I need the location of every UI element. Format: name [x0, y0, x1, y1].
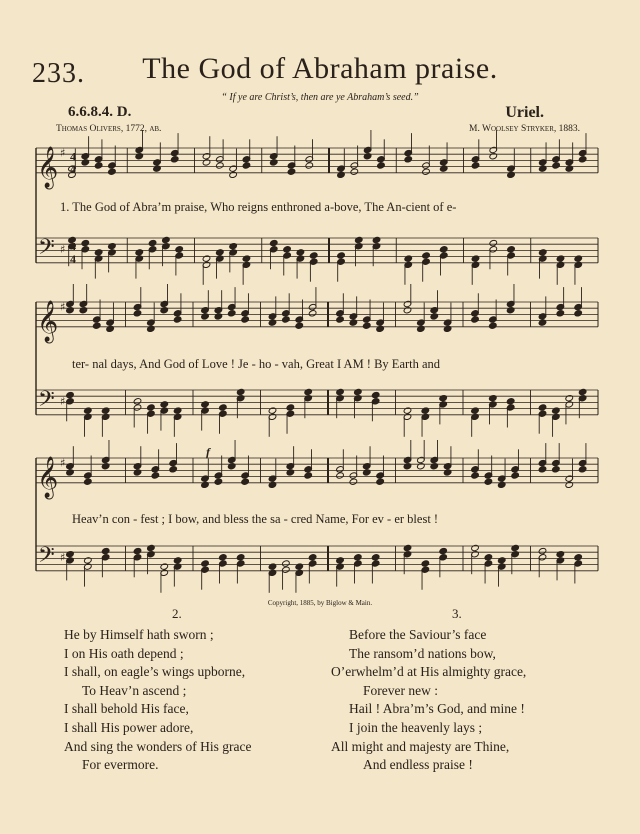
note-head — [484, 554, 493, 561]
treble-clef-icon: 𝄞 — [37, 300, 59, 342]
sharp-icon: ♯ — [60, 456, 66, 470]
author-credit: Thomas Olivers, 1772, ab. — [56, 124, 162, 134]
note-head — [241, 478, 250, 485]
note-head — [371, 554, 380, 561]
sharp-icon: ♯ — [60, 550, 66, 564]
note-head — [362, 322, 371, 329]
note-head — [578, 466, 587, 473]
note-head — [538, 165, 547, 172]
note-head — [81, 239, 90, 246]
copyright-notice: Copyright, 1885, by Biglow & Main. — [267, 599, 373, 607]
note-head — [538, 466, 547, 473]
note-head — [489, 322, 498, 329]
composer-credit: M. Woolsey Stryker, 1883. — [469, 124, 580, 134]
note-head — [173, 557, 182, 564]
note-head — [268, 563, 277, 570]
note-head — [507, 246, 516, 253]
note-head — [175, 246, 184, 253]
note-head — [565, 165, 574, 172]
note-head — [497, 557, 506, 564]
note-head — [439, 547, 448, 554]
note-head — [349, 478, 358, 485]
note-head — [376, 478, 385, 485]
note-head — [101, 547, 110, 554]
note-head — [403, 407, 412, 414]
note-head — [66, 307, 75, 314]
note-head — [471, 407, 480, 414]
note-head — [151, 472, 160, 479]
note-head — [552, 466, 561, 473]
note-head — [147, 544, 156, 551]
note-head — [160, 307, 169, 314]
note-head — [552, 162, 561, 169]
sharp-icon: ♯ — [60, 146, 66, 160]
note-head — [133, 398, 142, 405]
note-head — [578, 156, 587, 163]
stanza-line: I shall behold His face, — [64, 701, 189, 717]
hymn-number: 233. — [32, 58, 85, 89]
note-head — [337, 171, 346, 178]
note-head — [538, 319, 547, 326]
note-head — [556, 255, 565, 262]
note-head — [556, 310, 565, 317]
sharp-icon: ♯ — [60, 394, 66, 408]
note-head — [227, 310, 236, 317]
note-head — [236, 388, 245, 395]
note-head — [336, 388, 345, 395]
note-head — [106, 325, 115, 332]
note-head — [269, 239, 278, 246]
note-head — [147, 404, 156, 411]
note-head — [421, 407, 430, 414]
note-head — [578, 388, 587, 395]
note-head — [403, 307, 412, 314]
note-head — [169, 466, 178, 473]
stanza-line: For evermore. — [82, 757, 159, 773]
stanza-line: I on His oath depend ; — [64, 645, 184, 661]
note-head — [133, 310, 142, 317]
note-head — [214, 478, 223, 485]
note-head — [506, 307, 515, 314]
note-head — [66, 391, 75, 398]
note-head — [287, 168, 296, 175]
note-head — [471, 544, 480, 551]
note-head — [286, 469, 295, 476]
note-head — [443, 469, 452, 476]
note-head — [538, 547, 547, 554]
note-head — [304, 472, 313, 479]
note-head — [336, 316, 345, 323]
note-head — [336, 557, 345, 564]
stanza-line: He by Himself hath sworn ; — [64, 627, 214, 642]
note-head — [94, 162, 103, 169]
stanza-line: I shall His power adore, — [64, 719, 194, 735]
note-head — [309, 252, 318, 259]
note-head — [283, 246, 292, 253]
note-head — [349, 319, 358, 326]
note-head — [101, 463, 110, 470]
stanza-line: I shall, on eagle’s wings upborne, — [64, 664, 246, 680]
note-head — [108, 243, 117, 250]
stanza-line: O’erwhelm’d at His almighty grace, — [331, 664, 527, 680]
sharp-icon: ♯ — [60, 242, 66, 256]
note-head — [404, 156, 413, 163]
note-head — [202, 255, 211, 262]
note-head — [308, 554, 317, 561]
note-head — [471, 162, 480, 169]
note-head — [216, 162, 225, 169]
note-head — [354, 236, 363, 243]
note-head — [471, 255, 480, 262]
note-head — [236, 554, 245, 561]
note-head — [354, 388, 363, 395]
note-head — [227, 463, 236, 470]
note-head — [362, 469, 371, 476]
note-head — [94, 249, 103, 256]
note-head — [84, 557, 93, 564]
note-head — [538, 249, 547, 256]
note-head — [133, 547, 142, 554]
stanza-line: The ransom’d nations bow, — [349, 645, 496, 661]
stanza-number-3: 3. — [452, 606, 462, 621]
stanza-line: I join the heavenly lays ; — [349, 719, 483, 735]
note-head — [574, 310, 583, 317]
note-head — [148, 239, 157, 246]
note-head — [170, 156, 179, 163]
lyric-line-2: ter- nal days, And God of Love ! Je - ho - vah, Great I AM ! By Earth and — [72, 357, 441, 371]
note-head — [79, 307, 88, 314]
note-head — [377, 162, 386, 169]
note-head — [201, 560, 210, 567]
note-head — [565, 395, 574, 402]
stanza-line: Forever new : — [363, 682, 438, 698]
note-head — [295, 322, 304, 329]
note-head — [202, 159, 211, 166]
stanza-number-2: 2. — [172, 606, 182, 621]
note-head — [443, 325, 452, 332]
stanza-line: And sing the wonders of His grace — [64, 738, 252, 754]
stanza-line: All might and majesty are Thine, — [331, 738, 510, 754]
note-head — [565, 481, 574, 488]
note-head — [574, 554, 583, 561]
note-head — [268, 319, 277, 326]
sharp-icon: ♯ — [60, 300, 66, 314]
note-head — [92, 322, 101, 329]
note-head — [101, 407, 110, 414]
note-head — [354, 554, 363, 561]
note-head — [229, 243, 238, 250]
note-head — [556, 551, 565, 558]
note-head — [133, 469, 142, 476]
note-head — [201, 481, 210, 488]
note-head — [574, 255, 583, 262]
stanza-2 — [64, 626, 251, 775]
note-head — [471, 472, 480, 479]
note-head — [511, 472, 520, 479]
note-head — [268, 407, 277, 414]
note-head — [282, 560, 291, 567]
note-head — [135, 153, 144, 160]
bass-clef-icon: 𝄢 — [38, 234, 55, 265]
note-head — [403, 463, 412, 470]
stanza-line: Before the Saviour’s face — [349, 627, 487, 642]
note-head — [337, 252, 346, 259]
note-head — [372, 236, 381, 243]
note-head — [286, 404, 295, 411]
note-head — [66, 551, 75, 558]
note-head — [417, 463, 426, 470]
epigraph: “ If ye are Christ’s, then are ye Abraham’s seed.” — [221, 92, 419, 103]
hymn-title: The God of Abraham praise. — [142, 52, 498, 85]
note-head — [81, 159, 90, 166]
note-head — [66, 469, 75, 476]
note-head — [350, 168, 359, 175]
note-head — [214, 313, 223, 320]
note-head — [471, 316, 480, 323]
note-head — [489, 153, 498, 160]
note-head — [160, 563, 169, 570]
bass-clef-icon: 𝄢 — [38, 386, 55, 417]
tune-name: Uriel. — [505, 104, 544, 121]
time-signature-bottom: 4 — [70, 161, 76, 176]
note-head — [242, 255, 251, 262]
note-head — [282, 316, 291, 323]
note-head — [269, 159, 278, 166]
note-head — [507, 171, 516, 178]
bass-clef-icon: 𝄢 — [38, 542, 55, 573]
note-head — [336, 472, 345, 479]
note-head — [147, 325, 156, 332]
note-head — [422, 168, 431, 175]
note-head — [422, 252, 431, 259]
note-head — [376, 325, 385, 332]
note-head — [484, 478, 493, 485]
note-head — [363, 153, 372, 160]
note-head — [552, 407, 561, 414]
note-head — [430, 463, 439, 470]
note-head — [268, 481, 277, 488]
meter: 6.6.8.4. D. — [68, 104, 132, 120]
note-head — [201, 313, 210, 320]
note-head — [162, 236, 171, 243]
note-head — [173, 407, 182, 414]
time-signature-top: 4 — [70, 149, 76, 164]
note-head — [308, 310, 317, 317]
note-head — [295, 563, 304, 570]
note-head — [489, 239, 498, 246]
treble-clef-icon: 𝄞 — [37, 456, 59, 498]
note-head — [160, 401, 169, 408]
time-signature-bottom: 4 — [70, 251, 76, 266]
note-head — [84, 407, 93, 414]
note-head — [403, 544, 412, 551]
dynamic-mark: f — [206, 445, 210, 459]
note-head — [242, 162, 251, 169]
note-head — [371, 391, 380, 398]
lyric-line-3: Heav’n con - fest ; I bow, and bless the sa - cred Name, For ev - er blest ! — [72, 512, 439, 526]
stanza-3 — [331, 626, 526, 775]
note-head — [201, 401, 210, 408]
note-head — [241, 316, 250, 323]
treble-clef-icon: 𝄞 — [37, 146, 59, 188]
note-head — [229, 171, 238, 178]
stanza-line: And endless praise ! — [363, 757, 473, 773]
note-head — [404, 255, 413, 262]
stanza-line: To Heav’n ascend ; — [82, 682, 187, 698]
note-head — [219, 404, 228, 411]
note-head — [219, 554, 228, 561]
lyric-line-1: 1. The God of Abra’m praise, Who reigns enthroned a-bove, The An-cient of e- — [60, 200, 457, 214]
note-head — [511, 544, 520, 551]
note-head — [421, 560, 430, 567]
note-head — [439, 246, 448, 253]
note-head — [108, 168, 117, 175]
note-head — [430, 313, 439, 320]
note-head — [417, 325, 426, 332]
note-head — [173, 316, 182, 323]
note-head — [135, 249, 144, 256]
note-head — [538, 404, 547, 411]
note-head — [84, 478, 93, 485]
note-head — [506, 398, 515, 405]
note-head — [296, 249, 305, 256]
note-head — [489, 395, 498, 402]
note-head — [153, 165, 162, 172]
stanza-line: Hail ! Abra’m’s God, and mine ! — [349, 701, 525, 717]
note-head — [439, 165, 448, 172]
note-head — [304, 388, 313, 395]
note-head — [497, 481, 506, 488]
note-head — [216, 249, 225, 256]
note-head — [439, 395, 448, 402]
note-head — [305, 162, 314, 169]
